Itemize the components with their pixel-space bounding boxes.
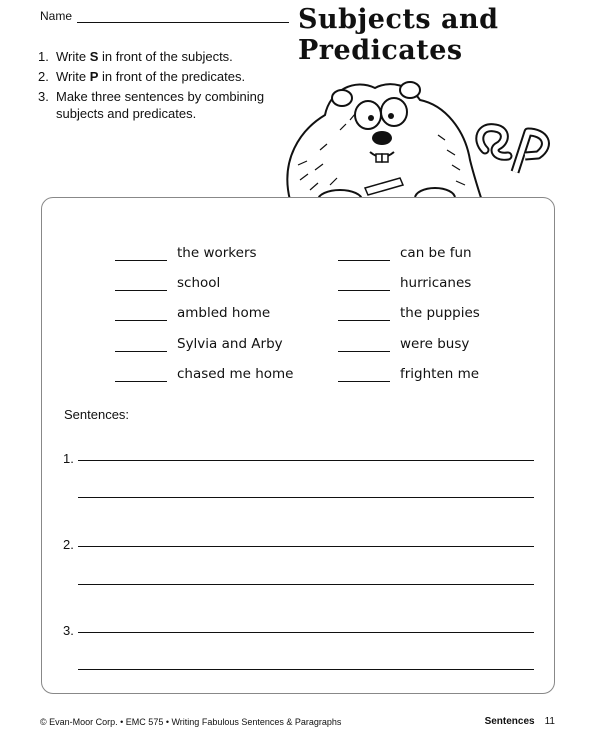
title-line-1: Subjects and xyxy=(298,4,499,35)
instruction-item: 2. Write P in front of the predicates. xyxy=(38,69,246,84)
sentence-number: 2. xyxy=(63,537,74,552)
sentence-line[interactable] xyxy=(78,497,534,498)
answer-blank[interactable] xyxy=(338,313,390,321)
answer-blank[interactable] xyxy=(115,344,167,352)
sentence-line[interactable] xyxy=(78,546,534,547)
phrase-item: the puppies xyxy=(338,305,480,321)
footer-page-info xyxy=(485,716,555,727)
name-line[interactable] xyxy=(77,13,289,23)
instructions-list xyxy=(38,48,288,125)
worksheet-panel xyxy=(41,197,555,694)
phrase-item: can be fun xyxy=(338,245,472,261)
name-field[interactable] xyxy=(40,9,289,23)
answer-blank[interactable] xyxy=(115,374,167,382)
name-label: Name xyxy=(40,9,73,23)
sentence-line[interactable] xyxy=(78,632,534,633)
footer-credit: © Evan-Moor Corp. • EMC 575 • Writing Fabulous Sentences & Paragraphs xyxy=(40,717,342,727)
answer-blank[interactable] xyxy=(115,283,167,291)
footer-section: Sentences xyxy=(484,716,535,727)
phrase-item: hurricanes xyxy=(338,275,471,291)
sentence-line[interactable] xyxy=(78,460,534,461)
answer-blank[interactable] xyxy=(338,253,390,261)
phrase-item: frighten me xyxy=(338,366,479,382)
sentence-line[interactable] xyxy=(78,584,534,585)
answer-blank[interactable] xyxy=(338,283,390,291)
phrase-item: ambled home xyxy=(115,305,270,321)
phrase-item: school xyxy=(115,275,220,291)
page-title xyxy=(298,4,498,66)
answer-blank[interactable] xyxy=(338,344,390,352)
sentence-number: 3. xyxy=(63,623,74,638)
phrase-item: Sylvia and Arby xyxy=(115,336,283,352)
answer-blank[interactable] xyxy=(115,253,167,261)
beaver-mascot-illustration xyxy=(270,60,570,220)
instruction-item: 3. Make three sentences by combining subjects and predicates. xyxy=(38,89,265,121)
title-line-2: Predicates xyxy=(298,35,463,66)
answer-blank[interactable] xyxy=(338,374,390,382)
sentence-number: 1. xyxy=(63,451,74,466)
phrase-item: chased me home xyxy=(115,366,293,382)
sp-letters-graphic xyxy=(480,128,546,172)
answer-blank[interactable] xyxy=(115,313,167,321)
instruction-item: 1. Write S in front of the subjects. xyxy=(38,49,233,64)
phrase-item: the workers xyxy=(115,245,257,261)
page-number: 11 xyxy=(544,716,555,727)
sentences-label: Sentences: xyxy=(64,407,130,422)
phrase-item: were busy xyxy=(338,336,469,352)
sentence-line[interactable] xyxy=(78,669,534,670)
